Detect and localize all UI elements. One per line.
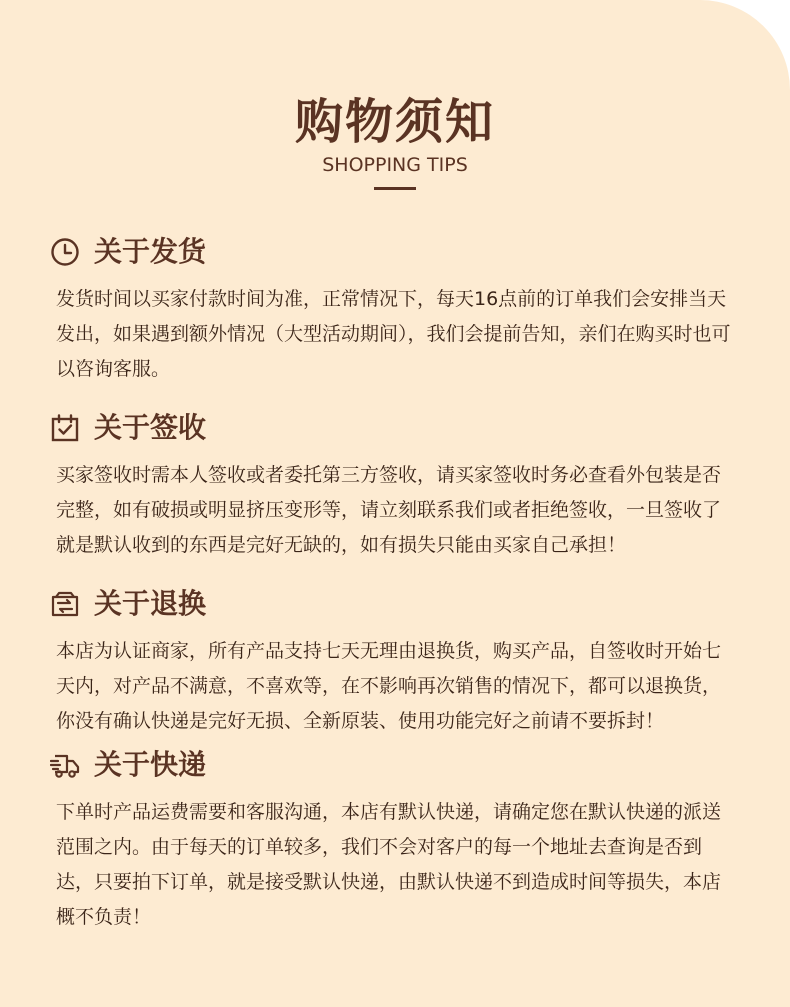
section-title: 关于退换: [94, 587, 207, 620]
clock-icon: [50, 237, 80, 267]
section-header: [50, 408, 740, 448]
section-shipping: [50, 232, 740, 387]
delivery-truck-icon: [50, 750, 80, 780]
section-title: 关于签收: [94, 411, 207, 444]
section-receipt: [50, 408, 740, 563]
section-header: [50, 232, 740, 272]
title-divider: [374, 187, 416, 190]
page-title: 购物须知: [294, 94, 495, 150]
section-header: [50, 584, 740, 624]
section-body: 本店为认证商家，所有产品支持七天无理由退换货，购买产品，自签收时开始七天内，对产品不满意，不喜欢等，在不影响再次销售的情况下，都可以退换货，你没有确认快递是完好无损、全新原装、使用功能完好之前请不要拆封！: [56, 640, 722, 732]
section-title: 关于发货: [94, 235, 207, 268]
section-header: [50, 745, 740, 785]
section-returns: [50, 584, 740, 739]
section-title: 关于快递: [94, 748, 207, 781]
section-body: 发货时间以买家付款时间为准，正常情况下，每天16点前的订单我们会安排当天发出，如果遇到额外情况（大型活动期间），我们会提前告知，亲们在购买时也可以咨询客服。: [56, 288, 731, 380]
section-body: 下单时产品运费需要和客服沟通，本店有默认快递，请确定您在默认快递的派送范围之内。由于每天的订单较多，我们不会对客户的每一个地址去查询是否到达，只要拍下订单，就是接受默认快递，由默认快递不到造成时间等损失，本店概不负责！: [56, 801, 722, 928]
exchange-icon: [50, 589, 80, 619]
page-subtitle: SHOPPING TIPS: [322, 154, 468, 176]
section-body: 买家签收时需本人签收或者委托第三方签收，请买家签收时务必查看外包装是否完整，如有破损或明显挤压变形等，请立刻联系我们或者拒绝签收，一旦签收了就是默认收到的东西是完好无缺的，如有损失只能由买家自己承担！: [56, 464, 722, 556]
calendar-check-icon: [50, 413, 80, 443]
section-delivery: [50, 745, 740, 935]
